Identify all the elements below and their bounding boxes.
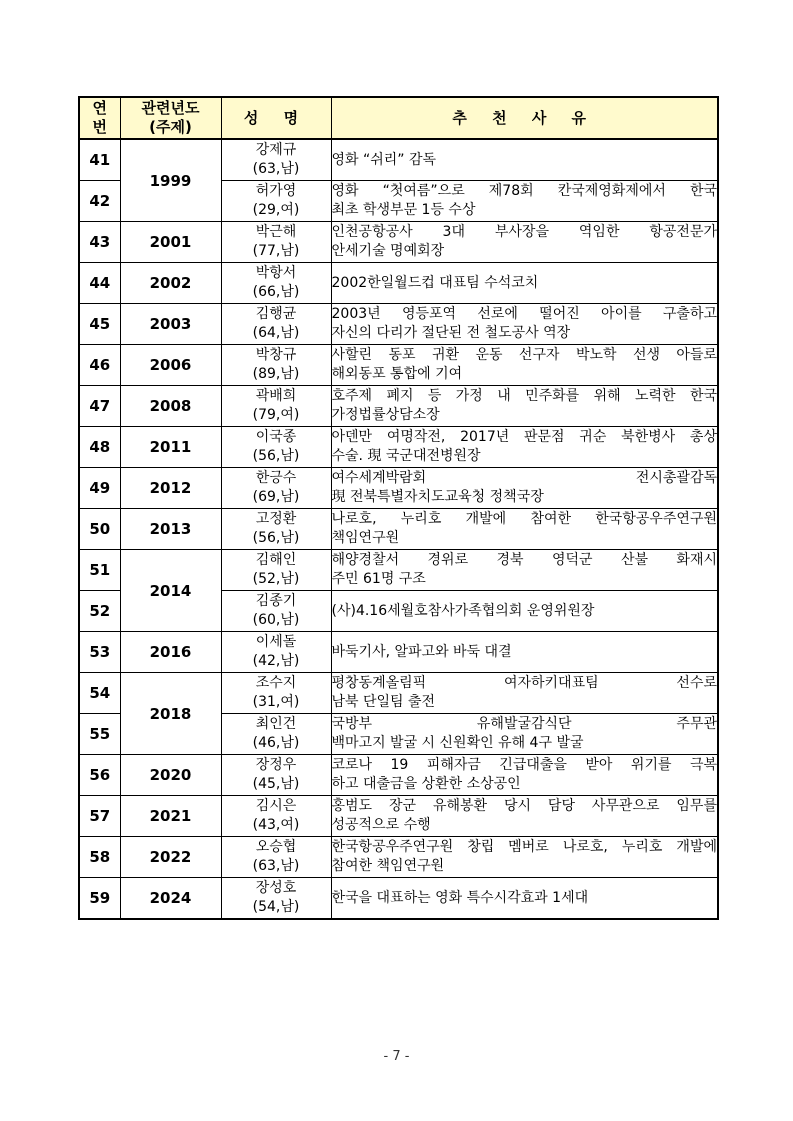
related-year: 2020 — [120, 755, 221, 796]
row-number: 55 — [79, 714, 120, 755]
person-name: 박창규 — [255, 347, 297, 363]
table-row — [79, 755, 718, 796]
person-cell — [221, 755, 331, 796]
person-name: 장성호 — [255, 880, 297, 896]
recommendation-reason — [331, 509, 718, 550]
person-cell — [221, 181, 331, 222]
person-age-gender: (63,남) — [252, 858, 300, 874]
person-name: 이세돌 — [255, 634, 297, 650]
related-year: 2021 — [120, 796, 221, 837]
related-year: 2008 — [120, 386, 221, 427]
reason-line: 한국항공우주연구원 창립 멤버로 나로호, 누리호 개발에 — [331, 839, 717, 855]
reason-line: 영화 “쉬리” 감독 — [331, 151, 437, 168]
person-cell — [221, 591, 331, 632]
recommendation-reason — [331, 386, 718, 427]
recommendation-reason — [331, 304, 718, 345]
table-row — [79, 509, 718, 550]
person-age-gender: (77,남) — [252, 243, 300, 259]
related-year: 2011 — [120, 427, 221, 468]
header-year: 관련년도 (주제) — [120, 97, 221, 139]
row-number: 51 — [79, 550, 120, 591]
row-number: 45 — [79, 304, 120, 345]
person-name: 김해인 — [255, 552, 297, 568]
person-name: 고정환 — [255, 511, 297, 527]
person-name: 조수지 — [255, 675, 297, 691]
reason-line: 해외동포 통합에 기여 — [331, 366, 463, 382]
reason-line: 인천공항공사 3대 부사장을 역임한 항공전문가 — [331, 224, 717, 240]
person-cell — [221, 468, 331, 509]
recommendation-reason — [331, 632, 718, 673]
row-number: 49 — [79, 468, 120, 509]
person-cell — [221, 796, 331, 837]
person-age-gender: (66,남) — [252, 284, 300, 300]
row-number: 47 — [79, 386, 120, 427]
related-year: 2013 — [120, 509, 221, 550]
person-cell — [221, 427, 331, 468]
reason-line: 하고 대출금을 상환한 소상공인 — [331, 776, 521, 792]
page-number: - 7 - — [383, 1049, 410, 1064]
person-cell — [221, 632, 331, 673]
person-name: 강제규 — [255, 142, 297, 158]
person-age-gender: (64,남) — [252, 325, 300, 341]
reason-line: 바둑기사, 알파고와 바둑 대결 — [331, 643, 512, 660]
table-row — [79, 796, 718, 837]
person-cell — [221, 837, 331, 878]
person-cell — [221, 878, 331, 920]
recommendation-reason — [331, 427, 718, 468]
row-number: 46 — [79, 345, 120, 386]
reason-line: 해양경찰서 경위로 경북 영덕군 산불 화재시 — [331, 552, 717, 568]
related-year: 2002 — [120, 263, 221, 304]
table-row — [79, 427, 718, 468]
reason-line: 주민 61명 구조 — [331, 571, 426, 587]
row-number: 48 — [79, 427, 120, 468]
table-row — [79, 304, 718, 345]
person-name: 오승협 — [255, 839, 297, 855]
related-year: 2014 — [120, 550, 221, 632]
person-name: 김시은 — [255, 798, 297, 814]
reason-line: 사할린 동포 귀환 운동 선구자 박노학 선생 아들로 — [331, 347, 717, 363]
person-age-gender: (45,남) — [252, 776, 300, 792]
recommendation-reason — [331, 837, 718, 878]
table-row — [79, 673, 718, 714]
recommendation-reason — [331, 139, 718, 181]
table-row — [79, 632, 718, 673]
row-number: 43 — [79, 222, 120, 263]
row-number: 57 — [79, 796, 120, 837]
person-cell — [221, 714, 331, 755]
table-header-row — [79, 97, 718, 139]
recommendation-reason — [331, 796, 718, 837]
row-number: 41 — [79, 139, 120, 181]
recommendation-reason — [331, 222, 718, 263]
person-age-gender: (79,여) — [252, 407, 300, 423]
recommendation-reason — [331, 714, 718, 755]
reason-line: 2003년 영등포역 선로에 떨어진 아이를 구출하고 — [331, 306, 717, 322]
person-age-gender: (89,남) — [252, 366, 300, 382]
recommendation-reason — [331, 591, 718, 632]
header-no: 연 번 — [79, 97, 120, 139]
table-row — [79, 139, 718, 181]
reason-line: 호주제 폐지 등 가정 내 민주화를 위해 노력한 한국 — [331, 388, 717, 404]
person-name: 박항서 — [255, 265, 297, 281]
reason-line: 자신의 다리가 절단된 전 철도공사 역장 — [331, 325, 571, 341]
person-cell — [221, 304, 331, 345]
row-number: 58 — [79, 837, 120, 878]
reason-line: 평창동계올림픽 여자하키대표팀 선수로 — [331, 675, 717, 691]
reason-line: 코로나 19 피해자금 긴급대출을 받아 위기를 극복 — [331, 757, 717, 773]
reason-line: 現 전북특별자치도교육청 정책국장 — [331, 489, 544, 505]
header-name: 성 명 — [221, 97, 331, 139]
row-number: 56 — [79, 755, 120, 796]
table-row — [79, 878, 718, 920]
person-age-gender: (63,남) — [252, 161, 300, 177]
person-cell — [221, 139, 331, 181]
related-year: 2012 — [120, 468, 221, 509]
reason-line: 수술. 現 국군대전병원장 — [331, 448, 481, 464]
recommendation-reason — [331, 263, 718, 304]
person-age-gender: (29,여) — [252, 202, 300, 218]
recommendation-reason — [331, 550, 718, 591]
person-name: 곽배희 — [255, 388, 297, 404]
reason-line: 책임연구원 — [331, 530, 400, 546]
header-reason: 추 천 사 유 — [331, 97, 718, 139]
person-name: 박근해 — [255, 224, 297, 240]
reason-line: 2002한일월드컵 대표팀 수석코치 — [331, 274, 539, 291]
person-age-gender: (60,남) — [252, 612, 300, 628]
person-cell — [221, 386, 331, 427]
person-name: 김종기 — [255, 593, 297, 609]
reason-line: 나로호, 누리호 개발에 참여한 한국항공우주연구원 — [331, 511, 717, 527]
row-number: 42 — [79, 181, 120, 222]
person-age-gender: (56,남) — [252, 530, 300, 546]
reason-line: 국방부 유해발굴감식단 주무관 — [331, 716, 717, 732]
reason-line: 최초 학생부문 1등 수상 — [331, 202, 476, 218]
related-year: 1999 — [120, 139, 221, 222]
row-number: 44 — [79, 263, 120, 304]
table-row — [79, 222, 718, 263]
person-name: 허가영 — [255, 183, 297, 199]
person-age-gender: (52,남) — [252, 571, 300, 587]
reason-line: 홍범도 장군 유해봉환 당시 담당 사무관으로 임무를 — [331, 798, 717, 814]
person-cell — [221, 550, 331, 591]
reason-line: 남북 단일팀 출전 — [331, 694, 436, 710]
row-number: 52 — [79, 591, 120, 632]
person-cell — [221, 263, 331, 304]
table-row — [79, 345, 718, 386]
recommendation-reason — [331, 468, 718, 509]
person-name: 장정우 — [255, 757, 297, 773]
related-year: 2022 — [120, 837, 221, 878]
recommendation-reason — [331, 181, 718, 222]
related-year: 2016 — [120, 632, 221, 673]
related-year: 2006 — [120, 345, 221, 386]
person-age-gender: (31,여) — [252, 694, 300, 710]
person-cell — [221, 509, 331, 550]
reason-line: 안세기술 명예회장 — [331, 243, 445, 259]
recommendation-reason — [331, 345, 718, 386]
related-year: 2003 — [120, 304, 221, 345]
reason-line: 백마고지 발굴 시 신원확인 유해 4구 발굴 — [331, 735, 584, 751]
reason-line: 영화 “첫여름”으로 제78회 칸국제영화제에서 한국 — [331, 183, 717, 199]
row-number: 59 — [79, 878, 120, 920]
person-name: 한긍수 — [255, 470, 297, 486]
recommendation-reason — [331, 878, 718, 920]
person-age-gender: (46,남) — [252, 735, 300, 751]
person-cell — [221, 222, 331, 263]
table-row — [79, 550, 718, 591]
related-year: 2024 — [120, 878, 221, 920]
table-row — [79, 263, 718, 304]
recommendation-reason — [331, 673, 718, 714]
honoree-table — [78, 96, 719, 920]
reason-line: 여수세계박람회 전시총괄감독 — [331, 470, 717, 486]
recommendation-reason — [331, 755, 718, 796]
table-row — [79, 468, 718, 509]
person-name: 최인건 — [255, 716, 297, 732]
row-number: 50 — [79, 509, 120, 550]
person-name: 이국종 — [255, 429, 297, 445]
reason-line: 가정법률상담소장 — [331, 407, 440, 423]
person-age-gender: (56,남) — [252, 448, 300, 464]
person-cell — [221, 345, 331, 386]
related-year: 2001 — [120, 222, 221, 263]
row-number: 54 — [79, 673, 120, 714]
table-row — [79, 837, 718, 878]
reason-line: (사)4.16세월호참사가족협의회 운영위원장 — [331, 602, 595, 619]
row-number: 53 — [79, 632, 120, 673]
reason-line: 성공적으로 수행 — [331, 817, 431, 833]
table-row — [79, 386, 718, 427]
reason-line: 아덴만 여명작전, 2017년 판문점 귀순 북한병사 총상 — [331, 429, 717, 445]
person-age-gender: (42,남) — [252, 653, 300, 669]
related-year: 2018 — [120, 673, 221, 755]
person-age-gender: (69,남) — [252, 489, 300, 505]
person-cell — [221, 673, 331, 714]
reason-line: 한국을 대표하는 영화 특수시각효과 1세대 — [331, 889, 589, 906]
person-age-gender: (43,여) — [252, 817, 300, 833]
person-age-gender: (54,남) — [252, 899, 300, 915]
reason-line: 참여한 책임연구원 — [331, 858, 445, 874]
person-name: 김행균 — [255, 306, 297, 322]
